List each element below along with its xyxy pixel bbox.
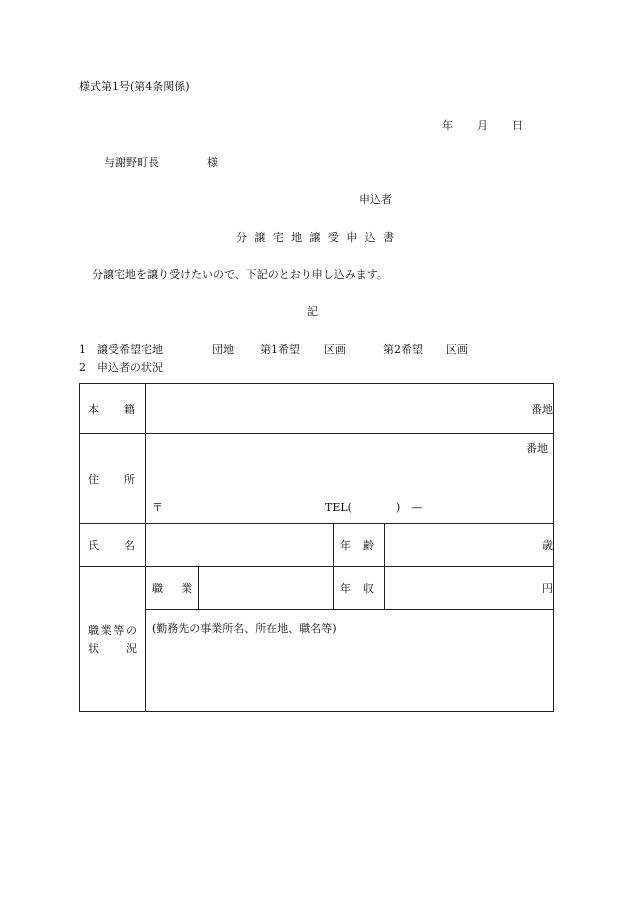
honorific: 様 bbox=[207, 156, 218, 169]
title-char: 譲 bbox=[309, 231, 321, 244]
item1-first-choice: 第1希望 bbox=[260, 343, 300, 356]
item1-second-choice: 第2希望 bbox=[383, 343, 423, 356]
postal-mark: 〒 bbox=[152, 501, 163, 514]
applicant-status-table bbox=[79, 383, 554, 712]
item1-kukaku2: 区画 bbox=[446, 343, 468, 356]
applicant-label: 申込者 bbox=[359, 193, 392, 206]
label-jusho: 住 所 bbox=[80, 434, 146, 524]
title-char: 申 bbox=[346, 231, 358, 244]
form-number: 様式第1号(第4条関係) bbox=[79, 80, 190, 93]
banchi-suffix: 番地 bbox=[531, 402, 553, 416]
label-shokugyo-jokyo: 職 業 等 の 状 況 bbox=[80, 567, 146, 712]
sai-suffix: 歳 bbox=[542, 539, 553, 552]
title-char: 地 bbox=[291, 231, 303, 244]
label-nenshu: 年 収 bbox=[334, 567, 385, 610]
tel-field: TEL( ) — bbox=[325, 501, 423, 514]
field-workplace[interactable] bbox=[146, 610, 554, 712]
title-char: 譲 bbox=[254, 231, 266, 244]
item2-label: 2 申込者の状況 bbox=[79, 361, 163, 374]
workplace-note: (勤務先の事業所名、所在地、職名等) bbox=[152, 622, 337, 635]
row-workplace bbox=[80, 610, 554, 712]
field-shokugyo[interactable] bbox=[199, 567, 334, 610]
date-year: 年 bbox=[442, 119, 453, 132]
label-nenrei: 年 齢 bbox=[334, 524, 385, 567]
title-char: 書 bbox=[383, 231, 394, 244]
field-nenshu[interactable] bbox=[385, 567, 554, 610]
ki-label: 記 bbox=[307, 305, 318, 318]
item1-label: 1 譲受希望宅地 bbox=[79, 343, 163, 356]
en-suffix: 円 bbox=[542, 582, 553, 595]
addressee: 与謝野町長 bbox=[104, 156, 159, 169]
label-shokugyo: 職 業 bbox=[146, 567, 199, 610]
document-title bbox=[236, 231, 394, 245]
field-honseki[interactable] bbox=[146, 384, 554, 434]
field-jusho[interactable] bbox=[146, 434, 554, 524]
date-month: 月 bbox=[477, 119, 488, 132]
row-honseki bbox=[80, 384, 554, 434]
field-shimei[interactable] bbox=[146, 524, 334, 567]
title-char: 受 bbox=[327, 231, 339, 244]
item1-kukaku1: 区画 bbox=[324, 343, 346, 356]
label-honseki: 本 籍 bbox=[80, 384, 146, 434]
title-char: 宅 bbox=[272, 231, 284, 244]
row-shimei bbox=[80, 524, 554, 567]
row-shokugyo bbox=[80, 567, 554, 610]
date-day: 日 bbox=[512, 119, 523, 132]
row-jusho bbox=[80, 434, 554, 524]
title-char: 分 bbox=[236, 231, 247, 244]
title-char: 込 bbox=[364, 231, 376, 244]
intro-text: 分譲宅地を譲り受けたいので、下記のとおり申し込みます。 bbox=[92, 268, 388, 281]
field-nenrei[interactable] bbox=[385, 524, 554, 567]
label-shimei: 氏 名 bbox=[80, 524, 146, 567]
jusho-banchi-suffix: 番地 bbox=[526, 442, 548, 455]
item1-danchi: 団地 bbox=[212, 343, 234, 356]
